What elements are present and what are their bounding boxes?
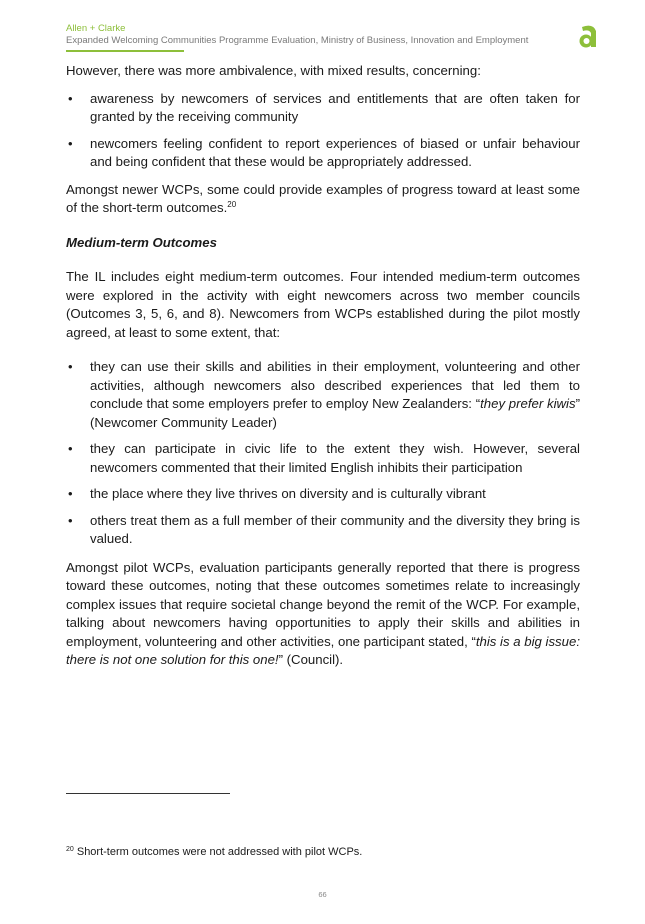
pilot-text-end: ” (Council). (278, 652, 344, 667)
list-item: • they can participate in civic life to the extent they wish. However, several newcomers commented that their limited English inhibits their participation (66, 440, 580, 477)
newer-wcps-paragraph (66, 181, 580, 218)
page-content (66, 62, 580, 670)
newer-wcps-text: Amongst newer WCPs, some could provide examples of progress toward at least some of the short-term outcomes. (66, 181, 580, 215)
list-item (66, 358, 580, 432)
report-subtitle: Expanded Welcoming Communities Programme Evaluation, Ministry of Business, Innovation and Employment (66, 35, 529, 46)
allen-clarke-logo-icon (576, 24, 602, 50)
section-heading: Medium-term Outcomes (66, 234, 217, 250)
quote-text: they prefer kiwis (480, 396, 576, 411)
header-rule (66, 50, 184, 52)
pilot-text: Amongst pilot WCPs, evaluation participants generally reported that there is progress toward these outcomes, noting that these outcomes sometimes relate to increasingly complex issues that require societal change beyond the remit of the WCP. For example, talking about newcomers having opportunities to apply their skills and abilities in employment, volunteering and other activities, one participant stated, “ (66, 559, 580, 649)
footnote (66, 845, 362, 859)
list-item: • the place where they live thrives on diversity and is culturally vibrant (66, 485, 580, 504)
list-item: • awareness by newcomers of services and entitlements that are often taken for granted by the receiving community (66, 90, 580, 127)
list-item: • newcomers feeling confident to report experiences of biased or unfair behaviour and being confident that these would be appropriately addressed. (66, 135, 580, 172)
brand-name: Allen + Clarke (66, 23, 126, 34)
list-item: • others treat them as a full member of their community and the diversity they bring is valued. (66, 512, 580, 549)
ambivalence-list (66, 90, 580, 172)
list-item-text: they can use their skills and abilities in their employment, volunteering and other activities, although newcomers also described experiences that led them to conclude that some employers prefer to employ New Zealanders: “ (90, 359, 580, 411)
footnote-text: Short-term outcomes were not addressed with pilot WCPs. (73, 846, 363, 858)
il-paragraph: The IL includes eight medium-term outcomes. Four intended medium-term outcomes were explored in the activity with eight newcomers across two member councils (Outcomes 3, 5, 6, and 8). Newcomers from WCPs established during the pilot mostly agreed, at least to some extent, that: (66, 269, 580, 340)
medium-term-list (66, 358, 580, 549)
pilot-wcps-paragraph (66, 559, 580, 670)
quote-text: this is a big issue: there is not one solution for this one! (66, 633, 580, 667)
footnote-separator (66, 793, 230, 794)
list-item-text: ” (Newcomer Community Leader) (90, 396, 580, 430)
footnote-number: 20 (66, 846, 74, 853)
page-number: 66 (318, 890, 327, 899)
intro-paragraph: However, there was more ambivalence, with mixed results, concerning: (66, 63, 481, 78)
footnote-reference[interactable]: 20 (227, 200, 237, 209)
page-header (66, 23, 586, 52)
